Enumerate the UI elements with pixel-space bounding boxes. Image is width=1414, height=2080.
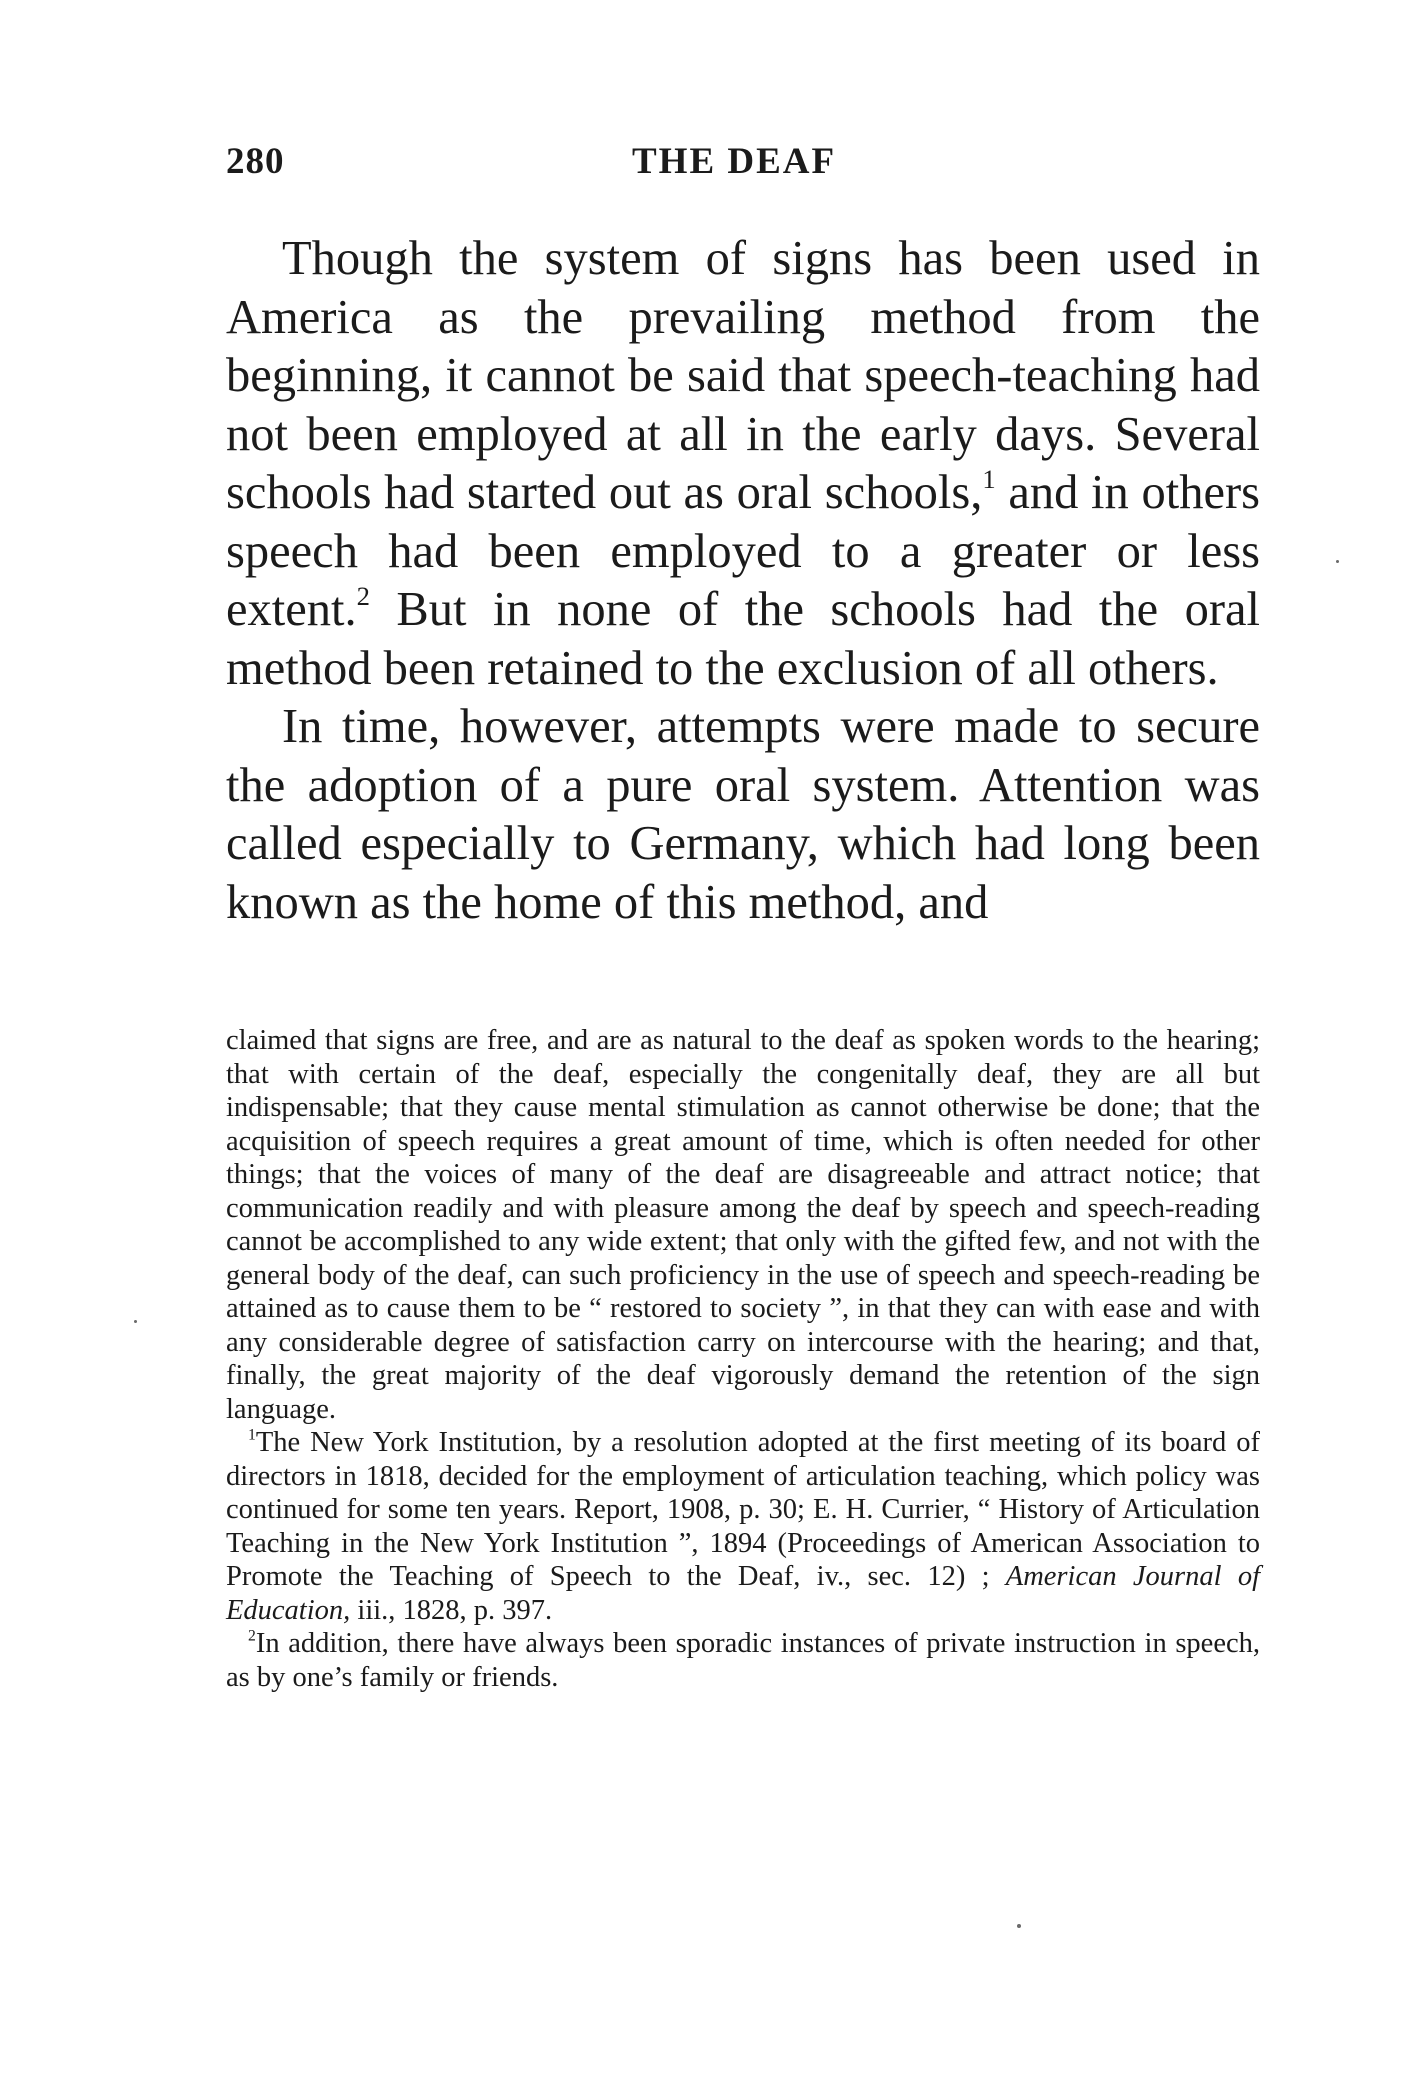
footnote-marker: 2: [248, 1627, 256, 1645]
body-text: [226, 230, 1260, 932]
footnote-1: [226, 1426, 1260, 1627]
paper-speck: [1017, 1924, 1021, 1928]
paragraph-text: and in others speech had been employed to a greater or less extent.: [226, 466, 1260, 636]
footnote-2: [226, 1627, 1260, 1694]
paper-speck: [1336, 560, 1339, 563]
footnotes: [226, 1024, 1260, 1694]
book-page: [226, 0, 1260, 2080]
footnote-text: In addition, there have always been sporadic instances of private instruction in speech, as by one’s family or friends.: [226, 1628, 1260, 1693]
page-number: 280: [226, 141, 285, 182]
continued-footnote: claimed that signs are free, and are as natural to the deaf as spoken words to the hearing; that with certain of the deaf, especially the congenitally deaf, they are all but indispensable; that they cause mental stimulation as cannot otherwise be done; that the acquisition of speech requires a great amount of time, which is often needed for other things; that the voices of many of the deaf are disagreeable and attract notice; that communication readily and with pleasure among the deaf by speech and speech-reading cannot be accomplished to any wide extent; that only with the gifted few, and not with the general body of the deaf, can such proficiency in the use of speech and speech-reading be attained as to cause them to be “ restored to society ”, in that they can with ease and with any considerable degree of satisfaction carry on intercourse with the hearing; and that, finally, the great majority of the deaf vigorously demand the retention of the sign language.: [226, 1025, 1260, 1425]
footnote-reference: 1: [982, 464, 996, 494]
paper-speck: [134, 1320, 137, 1323]
running-head: [226, 140, 1260, 186]
body-paragraph: [226, 230, 1260, 698]
footnote-text: The New York Institution, by a resolution adopted at the first meeting of its board of directors in 1818, decided for the employment of articulation teaching, which policy was continued for some ten years. Report, 1908, p. 30; E. H. Currier, “ History of Articulation Teaching in the New York Institution ”, 1894 (Proceedings of American Association to Promote the Teaching of Speech to the Deaf, iv., sec. 12) ;: [226, 1427, 1260, 1592]
footnote-text: iii., 1828, p. 397.: [350, 1594, 553, 1626]
footnote-journal-title: American Journal of Education,: [226, 1561, 1260, 1626]
paragraph-text: But in none of the schools had the oral method been retained to the exclusion of all others.: [226, 583, 1260, 695]
paragraph-text: In time, however, attempts were made to secure the adoption of a pure oral system. Attention was called especially to Germany, which had long been known as the home of this method, and: [226, 700, 1260, 929]
footnote-marker: 1: [248, 1426, 256, 1444]
running-title: THE DEAF: [632, 141, 837, 182]
paragraph-text: Though the system of signs has been used in America as the prevailing method from the beginning, it cannot be said that speech-teaching had not been employed at all in the early days. Several schools had started out as oral schools,: [226, 232, 1260, 519]
footnote-reference: 2: [356, 581, 370, 611]
body-paragraph: [226, 698, 1260, 932]
